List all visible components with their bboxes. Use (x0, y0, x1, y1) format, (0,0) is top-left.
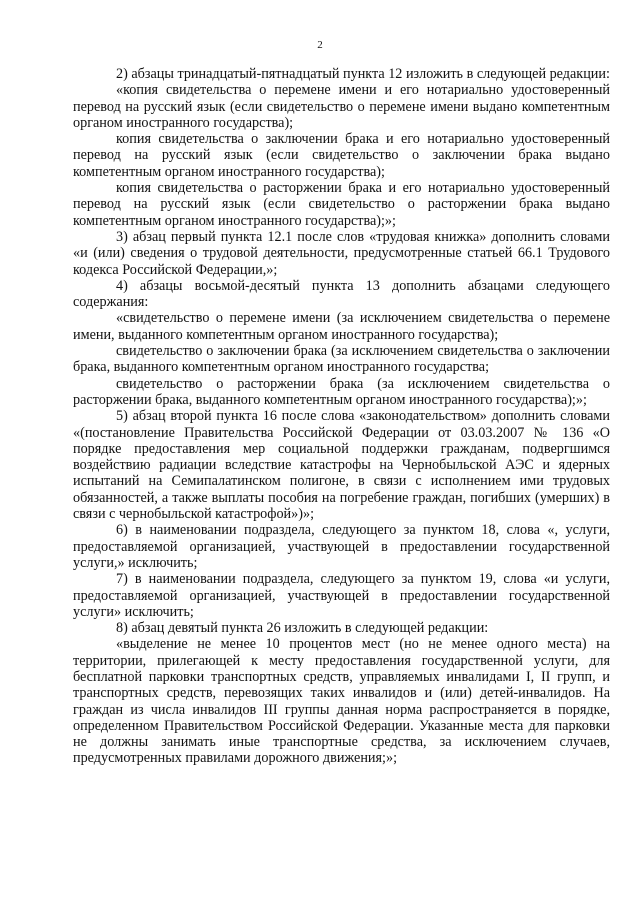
paragraph-quote-marriage-cert: свидетельство о заключении брака (за исключением свидетельства о заключении брака, выданного компетентным органом иностранного государства; (73, 343, 610, 376)
paragraph-quote-divorce-cert: свидетельство о расторжении брака (за исключением свидетельства о расторжении брака, выданного компетентным органом иностранного государства);»; (73, 375, 610, 408)
paragraph-item-3: 3) абзац первый пункта 12.1 после слов «трудовая книжка» дополнить словами «и (или) сведения о трудовой деятельности, предусмотренные статьей 66.1 Трудового кодекса Российской Федерации,»; (73, 228, 610, 278)
paragraph-item-7: 7) в наименовании подраздела, следующего за пунктом 19, слова «и услуги, предоставляемой организацией, участвующей в предоставлении государственной услуги» исключить; (73, 571, 610, 620)
paragraph-quote-marriage-copy: копия свидетельства о заключении брака и его нотариально удостоверенный перевод на русский язык (если свидетельство о заключении брака выдано компетентным органом иностранного государства); (73, 131, 610, 180)
paragraph-item-6: 6) в наименовании подраздела, следующего за пунктом 18, слова «, услуги, предоставляемой организацией, участвующей в предоставлении государственной услуги,» исключить; (73, 522, 610, 571)
paragraph-item-4: 4) абзацы восьмой-десятый пункта 13 дополнить абзацами следующего содержания: (73, 277, 610, 311)
document-body (73, 66, 610, 767)
page-number: 2 (317, 39, 323, 51)
paragraph-item-8: 8) абзац девятый пункта 26 изложить в следующей редакции: (116, 620, 489, 637)
paragraph-quote-divorce-copy: копия свидетельства о расторжении брака и его нотариально удостоверенный перевод на русский язык (если свидетельство о расторжении брака выдано компетентным органом иностранного государства);»; (73, 180, 610, 229)
paragraph-item-2: 2) абзацы тринадцатый-пятнадцатый пункта 12 изложить в следующей редакции: (116, 66, 610, 82)
paragraph-quote-parking: «выделение не менее 10 процентов мест (но не менее одного места) на территории, прилегающей к месту предоставления государственной услуги, для бесплатной парковки транспортных средств, управляемых инвалидами I, II групп, и транспортных средств, перевозящих таких инвалидов и (или) детей-инвалидов. На граждан из числа инвалидов III группы данная норма распространяется в порядке, определенном Правительством Российской Федерации. Указанные места для парковки не должны занимать иные транспортные средства, за исключением случаев, предусмотренных правилами дорожного движения;»; (73, 636, 610, 767)
paragraph-quote-name-change-cert: «свидетельство о перемене имени (за исключением свидетельства о перемене имени, выданного компетентным органом иностранного государства); (73, 310, 610, 343)
paragraph-item-5: 5) абзац второй пункта 16 после слова «законодательством» дополнить словами «(постановление Правительства Российской Федерации от 03.03.2007 № 136 «О порядке предоставления мер социальной поддержки гражданам, подвергшимся воздействию радиации вследствие катастрофы на Чернобыльской АЭС и ядерных испытаний на Семипалатинском полигоне, в связи с исполнением ими трудовых обязанностей, а также выплаты пособия на погребение граждан, погибших (умерших) в связи с чернобыльской катастрофой»)»; (73, 408, 610, 523)
paragraph-quote-name-change-copy: «копия свидетельства о перемене имени и его нотариально удостоверенный перевод на русский язык (если свидетельство о перемене имени выдано компетентным органом иностранного государства); (73, 82, 610, 131)
